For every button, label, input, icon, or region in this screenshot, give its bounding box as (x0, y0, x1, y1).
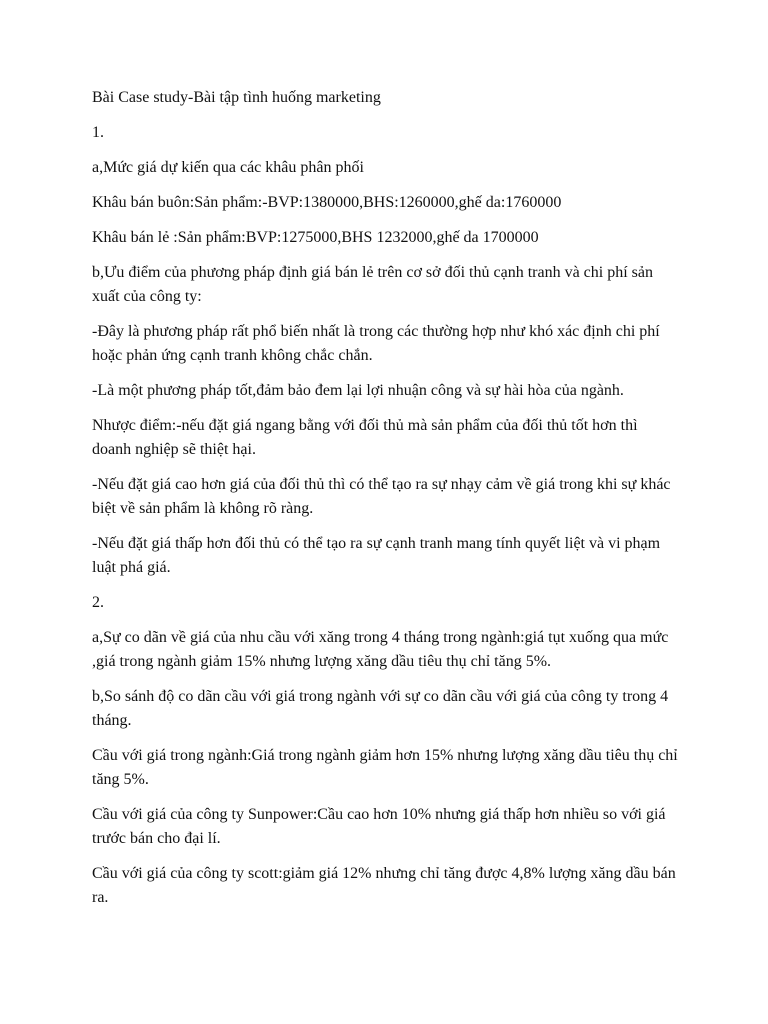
paragraph-sunpower-demand: Cầu với giá của công ty Sunpower:Cầu cao hơn 10% nhưng giá thấp hơn nhiều so với giá trước bán cho đại lí. (92, 806, 666, 847)
section-number-1: 1. (92, 124, 104, 141)
document-title: Bài Case study-Bài tập tình huống marketing (92, 89, 381, 106)
paragraph-retail: Khâu bán lẻ :Sản phẩm:BVP:1275000,BHS 1232000,ghế da 1700000 (92, 229, 539, 246)
paragraph-advantage-2: -Là một phương pháp tốt,đảm bảo đem lại lợi nhuận công và sự hài hòa của ngành. (92, 382, 624, 399)
paragraph-disadvantage-2: -Nếu đặt giá cao hơn giá của đối thủ thì có thể tạo ra sự nhạy cảm về giá trong khi sự khác biệt về sản phẩm là không rõ ràng. (92, 476, 671, 517)
paragraph-expected-price: a,Mức giá dự kiến qua các khâu phân phối (92, 159, 364, 176)
document-body (92, 86, 680, 921)
section-number-2: 2. (92, 594, 104, 611)
paragraph-industry-demand: Cầu với giá trong ngành:Giá trong ngành giảm hơn 15% nhưng lượng xăng dầu tiêu thụ chỉ tăng 5%. (92, 747, 678, 788)
paragraph-advantage-1: -Đây là phương pháp rất phổ biến nhất là trong các thường hợp như khó xác định chi phí hoặc phản ứng cạnh tranh không chắc chắn. (92, 323, 660, 364)
paragraph-comparison: b,So sánh độ co dãn cầu với giá trong ngành với sự co dãn cầu với giá của công ty trong 4 tháng. (92, 688, 669, 729)
paragraph-disadvantage-3: -Nếu đặt giá thấp hơn đối thủ có thể tạo ra sự cạnh tranh mang tính quyết liệt và vi phạm luật phá giá. (92, 535, 661, 576)
paragraph-disadvantage-1: Nhược điểm:-nếu đặt giá ngang bằng với đối thủ mà sản phẩm của đối thủ tốt hơn thì doanh nghiệp sẽ thiệt hại. (92, 417, 638, 458)
paragraph-advantages-heading: b,Ưu điểm của phương pháp định giá bán lẻ trên cơ sở đối thủ cạnh tranh và chi phí sản xuất của công ty: (92, 264, 653, 305)
paragraph-price-elasticity: a,Sự co dãn về giá của nhu cầu với xăng trong 4 tháng trong ngành:giá tụt xuống qua mức ,giá trong ngành giảm 15% nhưng lượng xăng dầu tiêu thụ chỉ tăng 5%. (92, 629, 669, 670)
paragraph-wholesale: Khâu bán buôn:Sản phẩm:-BVP:1380000,BHS:1260000,ghế da:1760000 (92, 194, 562, 211)
paragraph-scott-demand: Cầu với giá của công ty scott:giảm giá 12% nhưng chỉ tăng được 4,8% lượng xăng dầu bán ra. (92, 865, 676, 906)
